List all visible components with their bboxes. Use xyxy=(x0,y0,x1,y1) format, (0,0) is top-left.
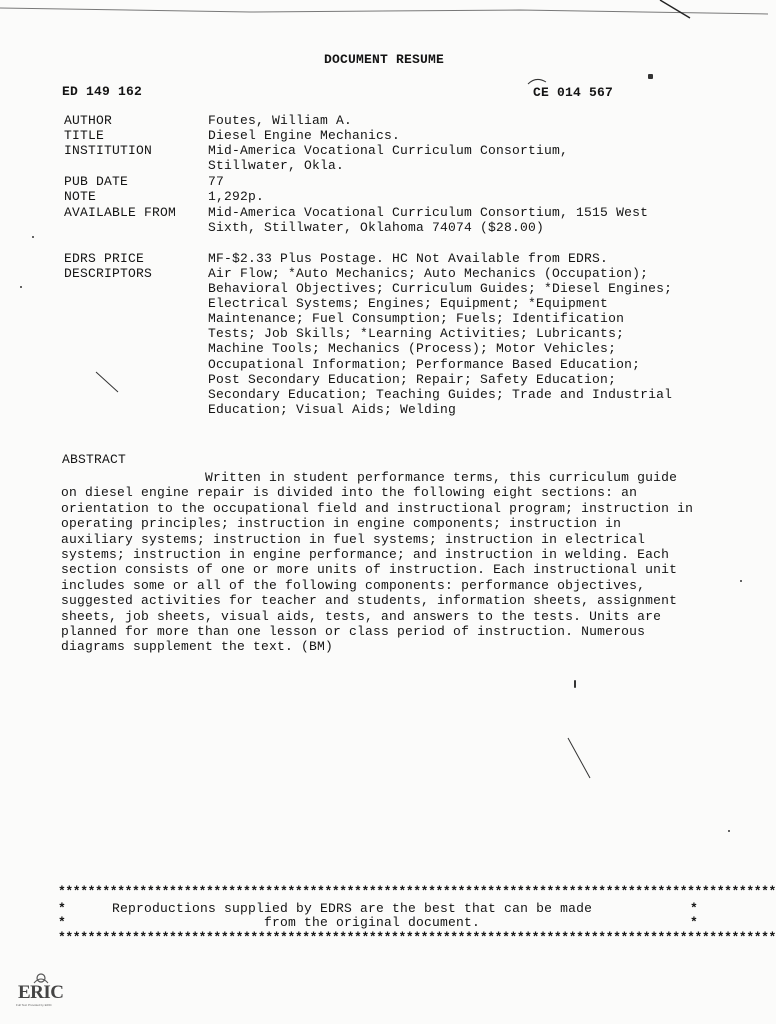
asterisk-border-right: * xyxy=(690,901,699,916)
edrs-price-value: MF-$2.33 Plus Postage. HC Not Available from EDRS. xyxy=(208,251,609,266)
descriptors-value: Air Flow; *Auto Mechanics; Auto Mechanics (Occupation); Behavioral Objectives; Curriculum Guides; *Diesel Engines; Electrical Systems; Engines; Equipment; *Equipment Maintenance; Fuel Consumption; Fuels; Identification Tests; Job Skills; *Learning Activities; Lubricants; Machine Tools; Mechanics (Process); Motor Vehicles; Occupational Information; Performance Based Education; Post Secondary Education; Repair; Safety Education; Secondary Education; Teaching Guides; Trade and Industrial Education; Visual Aids; Welding xyxy=(208,266,673,417)
asterisk-border-top: ************************************************************************************************* xyxy=(58,884,776,899)
institution-value: Mid-America Vocational Curriculum Consortium, Stillwater, Okla. xyxy=(208,143,569,173)
asterisk-border-left: * xyxy=(58,901,67,916)
note-label: NOTE xyxy=(64,189,97,204)
author-value: Foutes, William A. xyxy=(208,113,353,128)
reproduction-notice-line2: from the original document. xyxy=(264,915,481,930)
eric-logo-subtext: Full Text Provided by ERIC xyxy=(16,1003,52,1007)
institution-label: INSTITUTION xyxy=(64,143,153,158)
pub-date-label: PUB DATE xyxy=(64,174,129,189)
title-label: TITLE xyxy=(64,128,105,143)
reproduction-notice: Reproductions supplied by EDRS are the best that can be made xyxy=(112,901,593,916)
scan-speck xyxy=(740,580,742,582)
note-value: 1,292p. xyxy=(208,189,265,204)
ed-number: ED 149 162 xyxy=(62,84,143,99)
abstract-body xyxy=(61,470,701,655)
descriptors-label: DESCRIPTORS xyxy=(64,266,153,281)
title-value: Diesel Engine Mechanics. xyxy=(208,128,401,143)
asterisk-border-right: * xyxy=(690,915,699,930)
eric-logo-text: ERIC xyxy=(18,982,64,1003)
author-label: AUTHOR xyxy=(64,113,113,128)
scan-speck xyxy=(32,236,34,238)
edrs-price-label: EDRS PRICE xyxy=(64,251,145,266)
scan-speck xyxy=(20,286,22,288)
available-from-label: AVAILABLE FROM xyxy=(64,205,177,220)
abstract-title: ABSTRACT xyxy=(62,452,127,467)
asterisk-border-bottom: ************************************************************************************************* xyxy=(58,930,776,945)
eric-logo xyxy=(14,972,68,1010)
pub-date-value: 77 xyxy=(208,174,225,189)
document-title: DOCUMENT RESUME xyxy=(323,52,445,67)
ce-number: CE 014 567 xyxy=(533,85,614,100)
scan-speck xyxy=(648,74,653,79)
available-from-value: Mid-America Vocational Curriculum Consortium, 1515 West Sixth, Stillwater, Oklahoma 74074 ($28.00) xyxy=(208,205,649,235)
scan-speck xyxy=(574,680,576,688)
abstract-text: Written in student performance terms, this curriculum guide on diesel engine repair is divided into the following eight sections: an orientation to the occupational field and instructional program; instruction in operating principles; instruction in engine components; instruction in auxiliary systems; instruction in fuel systems; instruction in electrical systems; instruction in engine performance; and instruction in welding. Each section consists of one or more units of instruction. Each instructional unit includes some or all of the following components: performance objectives, suggested activities for teacher and students, information sheets, assignment sheets, job sheets, visual aids, tests, and answers to the tests. Units are planned for more than one lesson or class period of instruction. Numerous diagrams supplement the text. (BM) xyxy=(61,470,702,655)
scan-speck xyxy=(728,830,730,832)
asterisk-border-left: * xyxy=(58,915,67,930)
